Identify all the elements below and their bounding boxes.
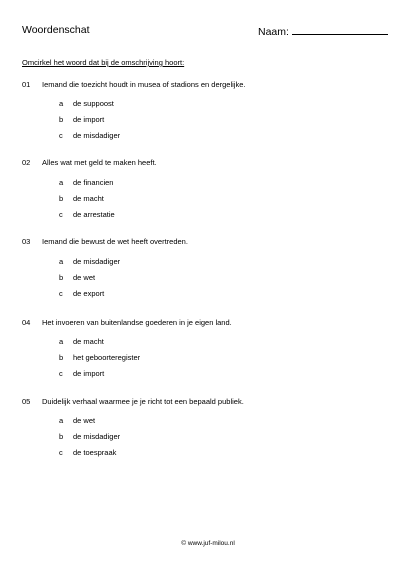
question-number: 05 [22,397,31,406]
option-05-c[interactable]: c de toespraak [59,448,117,457]
option-02-c[interactable]: c de arrestatie [59,210,115,219]
option-04-c[interactable]: c de import [59,369,105,378]
footer-copyright: © www.juf-milou.nl [181,540,235,547]
question-05 [22,397,244,406]
option-02-b[interactable]: b de macht [59,194,104,203]
question-text: Duidelijk verhaal waarmee je je richt tot een bepaald publiek. [42,397,244,406]
option-03-b[interactable]: b de wet [59,273,96,282]
question-number: 02 [22,158,31,167]
option-04-b[interactable]: b het geboorteregister [59,353,141,362]
instruction-text: Omcirkel het woord dat bij de omschrijving hoort: [22,58,185,67]
name-field [258,24,388,38]
name-label: Naam: [258,26,289,38]
question-number: 04 [22,318,31,327]
option-05-a[interactable]: a de wet [59,416,96,425]
question-text: Iemand die toezicht houdt in musea of stadions en dergelijke. [42,80,246,89]
question-number: 03 [22,237,31,246]
option-03-c[interactable]: c de export [59,289,105,298]
option-05-b[interactable]: b de misdadiger [59,432,121,441]
question-text: Het invoeren van buitenlandse goederen in je eigen land. [42,318,232,327]
question-01 [22,80,245,89]
option-01-b[interactable]: b de import [59,115,105,124]
worksheet-title: Woordenschat [22,24,90,36]
question-04 [22,318,232,327]
question-text: Iemand die bewust de wet heeft overtreden. [42,237,188,246]
question-number: 01 [22,80,31,89]
worksheet-header [22,24,384,44]
question-02 [22,158,157,167]
option-02-a[interactable]: a de financien [59,178,114,187]
question-03 [22,237,188,246]
question-text: Alles wat met geld te maken heeft. [42,158,157,167]
name-write-line[interactable] [292,24,388,35]
option-01-a[interactable]: a de suppoost [59,99,114,108]
option-01-c[interactable]: c de misdadiger [59,131,121,140]
option-04-a[interactable]: a de macht [59,337,104,346]
option-03-a[interactable]: a de misdadiger [59,257,121,266]
